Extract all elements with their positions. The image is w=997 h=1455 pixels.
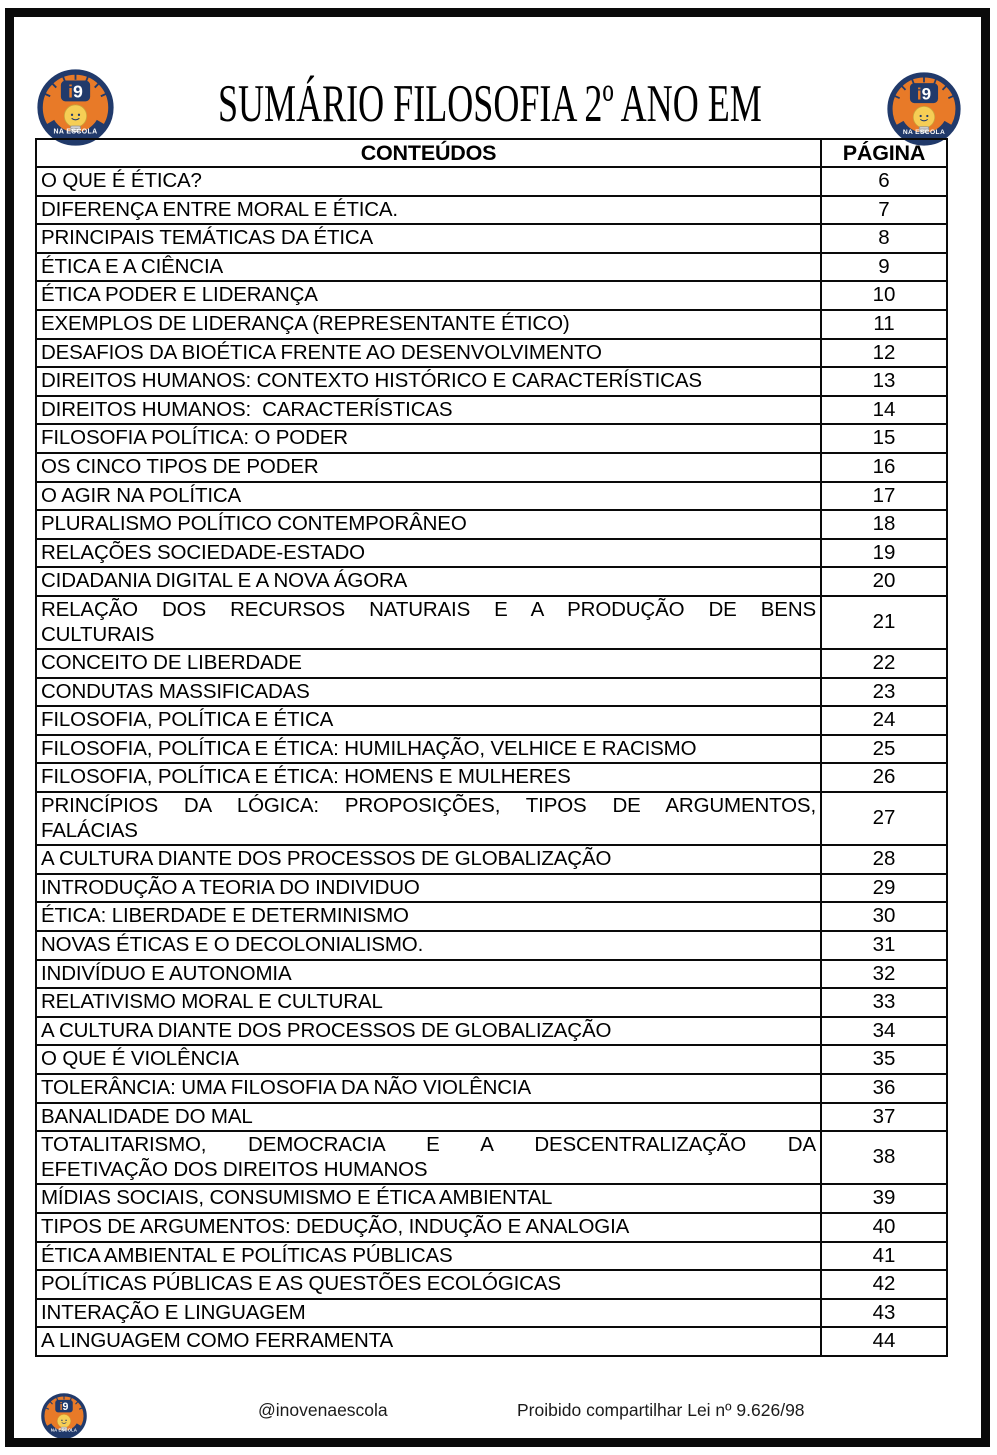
table-row	[36, 649, 947, 678]
content-line: RELAÇÃO DOS RECURSOS NATURAIS E A PRODUÇÃO DE BENS	[41, 597, 816, 621]
table-row	[36, 167, 947, 196]
content-line: O AGIR NA POLÍTICA	[41, 483, 242, 507]
table-row	[36, 845, 947, 874]
content-cell	[36, 735, 821, 764]
content-cell	[36, 649, 821, 678]
table-row	[36, 567, 947, 596]
i9-school-logo-right	[887, 72, 961, 146]
table-row	[36, 539, 947, 568]
content-cell	[36, 1184, 821, 1213]
svg-text:NA ESCOLA: NA ESCOLA	[50, 1427, 78, 1433]
page-cell: 8	[821, 224, 947, 253]
table-row	[36, 1184, 947, 1213]
content-line: BANALIDADE DO MAL	[41, 1104, 253, 1128]
page-cell: 13	[821, 367, 947, 396]
copyright-notice: Proibido compartilhar Lei nº 9.626/98	[517, 1400, 805, 1420]
content-line: RELAÇÕES SOCIEDADE-ESTADO	[41, 540, 365, 564]
content-cell	[36, 367, 821, 396]
table-row	[36, 396, 947, 425]
content-line: EFETIVAÇÃO DOS DIREITOS HUMANOS	[41, 1157, 428, 1181]
svg-text:i9: i9	[916, 84, 932, 104]
content-line: DIFERENÇA ENTRE MORAL E ÉTICA.	[41, 197, 398, 221]
table-row	[36, 792, 947, 845]
i9-school-logo-footer	[41, 1393, 87, 1439]
content-cell	[36, 706, 821, 735]
content-cell	[36, 510, 821, 539]
content-line: A LINGUAGEM COMO FERRAMENTA	[41, 1329, 394, 1353]
page-cell: 34	[821, 1017, 947, 1046]
content-line: TOLERÂNCIA: UMA FILOSOFIA DA NÃO VIOLÊNCIA	[41, 1076, 532, 1099]
page-cell: 29	[821, 874, 947, 903]
table-row	[36, 196, 947, 225]
table-row	[36, 1213, 947, 1242]
content-cell	[36, 1045, 821, 1074]
page-cell: 41	[821, 1242, 947, 1271]
table-row	[36, 281, 947, 310]
page-cell: 39	[821, 1184, 947, 1213]
table-row	[36, 902, 947, 931]
page-title	[90, 75, 867, 133]
svg-text:i9: i9	[68, 81, 83, 102]
page-cell: 16	[821, 453, 947, 482]
content-line: FILOSOFIA, POLÍTICA E ÉTICA: HUMILHAÇÃO, VELHICE E RACISMO	[41, 736, 697, 760]
table-row	[36, 931, 947, 960]
content-line: CONDUTAS MASSIFICADAS	[41, 679, 310, 703]
table-row	[36, 367, 947, 396]
content-line: INTERAÇÃO E LINGUAGEM	[41, 1300, 306, 1324]
content-cell	[36, 845, 821, 874]
instagram-handle: @inovenaescola	[258, 1400, 388, 1420]
page-cell: 30	[821, 902, 947, 931]
content-cell	[36, 596, 821, 649]
page-cell: 35	[821, 1045, 947, 1074]
table-row	[36, 960, 947, 989]
content-line: A CULTURA DIANTE DOS PROCESSOS DE GLOBALIZAÇÃO	[41, 847, 612, 871]
table-row	[36, 1045, 947, 1074]
table-row	[36, 706, 947, 735]
toc-table	[35, 138, 948, 1357]
content-cell	[36, 1103, 821, 1132]
page-cell: 17	[821, 482, 947, 511]
content-line: OS CINCO TIPOS DE PODER	[41, 454, 319, 478]
content-cell	[36, 763, 821, 792]
content-cell	[36, 902, 821, 931]
i9-school-logo-icon	[887, 72, 961, 146]
content-line: DIREITOS HUMANOS: CONTEXTO HISTÓRICO E CARACTERÍSTICAS	[41, 369, 702, 393]
table-row	[36, 224, 947, 253]
content-cell	[36, 453, 821, 482]
page-cell: 40	[821, 1213, 947, 1242]
content-cell	[36, 482, 821, 511]
page-column-header: PÁGINA	[821, 139, 947, 167]
content-line: CULTURAIS	[41, 622, 155, 646]
svg-text:NA ESCOLA: NA ESCOLA	[902, 129, 946, 137]
content-line: MÍDIAS SOCIAIS, CONSUMISMO E ÉTICA AMBIENTAL	[41, 1186, 553, 1210]
content-cell	[36, 678, 821, 707]
page-cell: 44	[821, 1327, 947, 1356]
content-cell	[36, 1242, 821, 1271]
content-cell	[36, 988, 821, 1017]
toc-table-body	[36, 167, 947, 1356]
content-cell	[36, 874, 821, 903]
content-line: TOTALITARISMO, DEMOCRACIA E A DESCENTRALIZAÇÃO DA	[41, 1133, 816, 1157]
page-cell: 38	[821, 1131, 947, 1184]
content-line: TIPOS DE ARGUMENTOS: DEDUÇÃO, INDUÇÃO E ANALOGIA	[41, 1214, 630, 1238]
content-cell	[36, 1213, 821, 1242]
table-row	[36, 510, 947, 539]
page-cell: 14	[821, 396, 947, 425]
content-line: RELATIVISMO MORAL E CULTURAL	[41, 990, 383, 1014]
page-cell: 10	[821, 281, 947, 310]
content-line: INDIVÍDUO E AUTONOMIA	[41, 961, 292, 985]
page-cell: 28	[821, 845, 947, 874]
page-cell: 12	[821, 339, 947, 368]
content-line: FALÁCIAS	[41, 818, 138, 842]
svg-text:NA ESCOLA: NA ESCOLA	[53, 128, 98, 136]
content-cell	[36, 960, 821, 989]
table-row	[36, 735, 947, 764]
content-cell	[36, 792, 821, 845]
content-cell	[36, 1131, 821, 1184]
content-line: DIREITOS HUMANOS: CARACTERÍSTICAS	[41, 397, 453, 421]
content-cell	[36, 1017, 821, 1046]
table-row	[36, 596, 947, 649]
page-title-text: SUMÁRIO FILOSOFIA 2º ANO EM	[217, 75, 762, 133]
table-row	[36, 1242, 947, 1271]
page-cell: 43	[821, 1299, 947, 1328]
content-line: NOVAS ÉTICAS E O DECOLONIALISMO.	[41, 933, 424, 957]
content-cell	[36, 196, 821, 225]
page-cell: 7	[821, 196, 947, 225]
page-cell: 31	[821, 931, 947, 960]
table-row	[36, 310, 947, 339]
content-cell	[36, 1270, 821, 1299]
content-cell	[36, 339, 821, 368]
content-line: FILOSOFIA POLÍTICA: O PODER	[41, 426, 348, 450]
content-cell	[36, 224, 821, 253]
content-cell	[36, 310, 821, 339]
content-cell	[36, 567, 821, 596]
page-cell: 18	[821, 510, 947, 539]
table-row	[36, 1017, 947, 1046]
content-line: EXEMPLOS DE LIDERANÇA (REPRESENTANTE ÉTICO)	[41, 311, 570, 335]
content-line: ÉTICA: LIBERDADE E DETERMINISMO	[41, 904, 409, 928]
content-line: POLÍTICAS PÚBLICAS E AS QUESTÕES ECOLÓGICAS	[41, 1272, 561, 1296]
content-line: ÉTICA E A CIÊNCIA	[41, 254, 224, 278]
content-cell	[36, 931, 821, 960]
table-row	[36, 1103, 947, 1132]
page-cell: 42	[821, 1270, 947, 1299]
table-row	[36, 339, 947, 368]
table-row	[36, 453, 947, 482]
page-cell: 27	[821, 792, 947, 845]
table-row	[36, 424, 947, 453]
content-line: O QUE É ÉTICA?	[41, 169, 202, 192]
table-row	[36, 1074, 947, 1103]
page-cell: 37	[821, 1103, 947, 1132]
page-cell: 21	[821, 596, 947, 649]
content-line: DESAFIOS DA BIOÉTICA FRENTE AO DESENVOLVIMENTO	[41, 340, 602, 364]
table-row	[36, 1270, 947, 1299]
table-row	[36, 482, 947, 511]
table-header-row	[36, 139, 947, 167]
content-cell	[36, 253, 821, 282]
page-cell: 33	[821, 988, 947, 1017]
content-cell	[36, 396, 821, 425]
table-row	[36, 1299, 947, 1328]
page-cell: 36	[821, 1074, 947, 1103]
content-cell	[36, 281, 821, 310]
content-cell	[36, 1327, 821, 1356]
table-row	[36, 1327, 947, 1356]
page-cell: 20	[821, 567, 947, 596]
content-line: O QUE É VIOLÊNCIA	[41, 1047, 239, 1071]
table-row	[36, 1131, 947, 1184]
page-cell: 24	[821, 706, 947, 735]
table-row	[36, 988, 947, 1017]
content-cell	[36, 424, 821, 453]
content-line: ÉTICA AMBIENTAL E POLÍTICAS PÚBLICAS	[41, 1243, 453, 1267]
content-line: PRINCÍPIOS DA LÓGICA: PROPOSIÇÕES, TIPOS DE ARGUMENTOS,	[41, 794, 816, 818]
page-cell: 32	[821, 960, 947, 989]
content-line: ÉTICA PODER E LIDERANÇA	[41, 283, 318, 307]
page-cell: 26	[821, 763, 947, 792]
table-row	[36, 678, 947, 707]
content-cell	[36, 167, 821, 196]
table-row	[36, 874, 947, 903]
content-line: FILOSOFIA, POLÍTICA E ÉTICA	[41, 708, 334, 732]
contents-column-header: CONTEÚDOS	[36, 139, 821, 167]
content-line: INTRODUÇÃO A TEORIA DO INDIVIDUO	[41, 875, 420, 899]
page-cell: 15	[821, 424, 947, 453]
svg-text:i9: i9	[59, 1401, 69, 1414]
page-cell: 6	[821, 167, 947, 196]
content-cell	[36, 539, 821, 568]
content-cell	[36, 1299, 821, 1328]
page-cell: 11	[821, 310, 947, 339]
content-cell	[36, 1074, 821, 1103]
page-cell: 9	[821, 253, 947, 282]
page-cell: 22	[821, 649, 947, 678]
content-line: CONCEITO DE LIBERDADE	[41, 651, 302, 675]
content-line: FILOSOFIA, POLÍTICA E ÉTICA: HOMENS E MULHERES	[41, 765, 571, 789]
page-cell: 19	[821, 539, 947, 568]
page-cell: 25	[821, 735, 947, 764]
content-line: CIDADANIA DIGITAL E A NOVA ÁGORA	[41, 569, 408, 593]
page-cell: 23	[821, 678, 947, 707]
table-row	[36, 763, 947, 792]
table-row	[36, 253, 947, 282]
i9-school-logo-icon	[41, 1393, 87, 1439]
content-line: PLURALISMO POLÍTICO CONTEMPORÂNEO	[41, 512, 467, 536]
content-line: A CULTURA DIANTE DOS PROCESSOS DE GLOBALIZAÇÃO	[41, 1018, 612, 1042]
content-line: PRINCIPAIS TEMÁTICAS DA ÉTICA	[41, 226, 374, 250]
